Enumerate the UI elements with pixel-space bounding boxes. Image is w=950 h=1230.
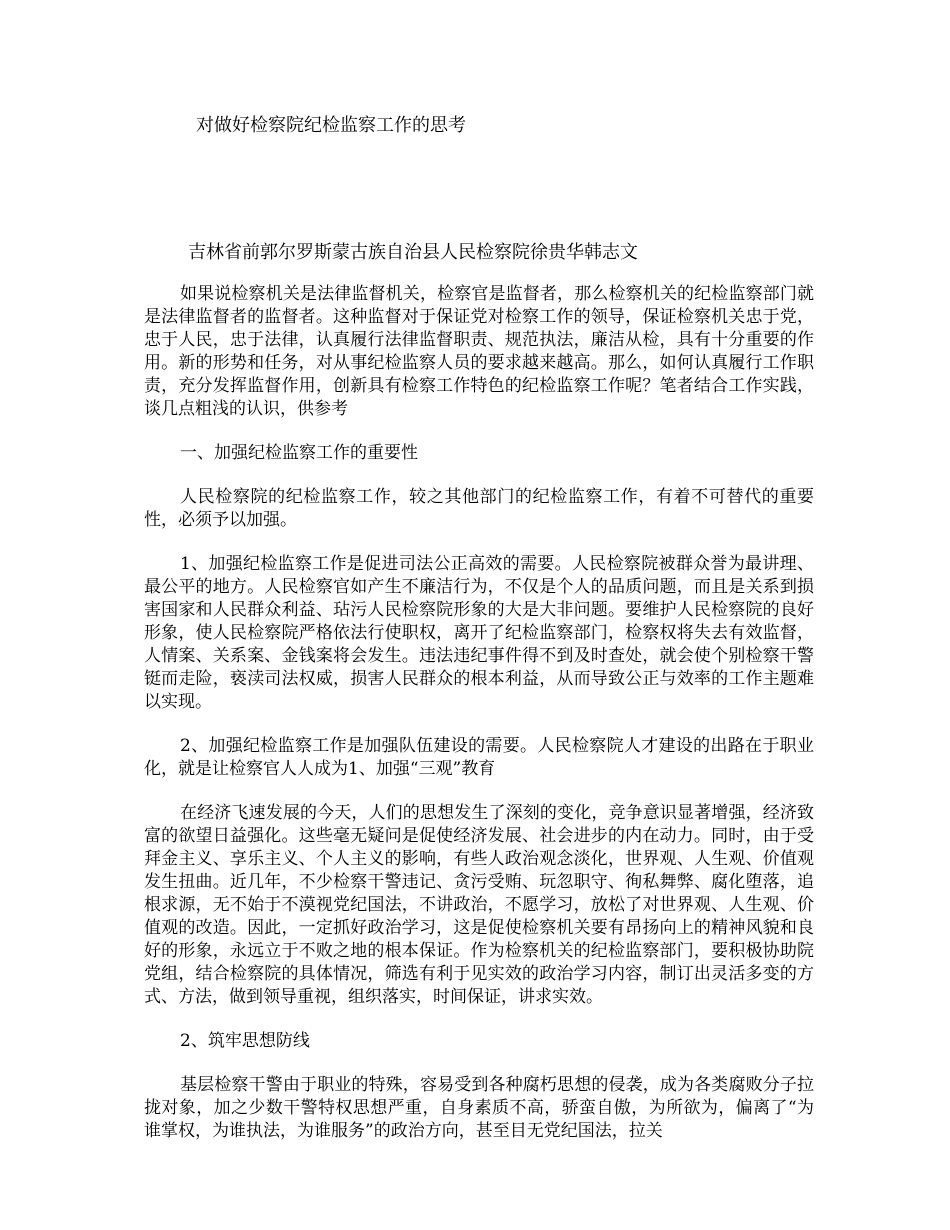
document-body <box>144 283 814 1164</box>
body-paragraph: 1、加强纪检监察工作是促进司法公正高效的需要。人民检察院被群众誉为最讲理、最公平的地方。人民检察官如产生不廉洁行为，不仅是个人的品质问题，而且是关系到损害国家和人民群众利益、玷污人民检察院形象的大是大非问题。要维护人民检察院的良好形象，使人民检察院严格依法行使职权，离开了纪检监察部门，检察权将失去有效监督，人情案、关系案、金钱案将会发生。违法违纪事件得不到及时查处，就会使个别检察干警铤而走险，亵渎司法权威，损害人民群众的根本利益，从而导致公正与效率的工作主题难以实现。 <box>144 554 814 712</box>
author-byline: 吉林省前郭尔罗斯蒙古族自治县人民检察院徐贵华韩志文 <box>188 242 638 263</box>
body-paragraph: 在经济飞速发展的今天，人们的思想发生了深刻的变化，竞争意识显著增强，经济致富的欲望日益强化。这些毫无疑问是促使经济发展、社会进步的内在动力。同时，由于受拜金主义、享乐主义、个人主义的影响，有些人政治观念淡化，世界观、人生观、价值观发生扭曲。近几年，不少检察干警违记、贪污受贿、玩忽职守、徇私舞弊、腐化堕落，追根求源，无不始于不漠视党纪国法，不讲政治，不愿学习，放松了对世界观、人生观、价值观的改造。因此，一定抓好政治学习，这是促使检察机关要有昂扬向上的精神风貌和良好的形象，永远立于不败之地的根本保证。作为检察机关的纪检监察部门，要积极协助院党组，结合检察院的具体情况，筛选有利于见实效的政治学习内容，制订出灵活多变的方式、方法，做到领导重视，组织落实，时间保证，讲求实效。 <box>144 803 814 1007</box>
body-paragraph: 人民检察院的纪检监察工作，较之其他部门的纪检监察工作，有着不可替代的重要性，必须予以加强。 <box>144 487 814 530</box>
body-paragraph: 基层检察干警由于职业的特殊，容易受到各种腐朽思想的侵袭，成为各类腐败分子拉拢对象，加之少数干警特权思想严重，自身素质不高，骄蛮自傲，为所欲为，偏离了“为谁掌权，为谁执法，为谁服务”的政治方向，甚至目无党纪国法，拉关 <box>144 1075 814 1141</box>
section-heading: 一、加强纪检监察工作的重要性 <box>180 443 418 463</box>
intro-paragraph: 如果说检察机关是法律监督机关，检察官是监督者，那么检察机关的纪检监察部门就是法律监督者的监督者。这种监督对于保证党对检察工作的领导，保证检察机关忠于党，忠于人民，忠于法律，认真履行法律监督职责、规范执法，廉洁从检，具有十分重要的作用。新的形势和任务，对从事纪检监察人员的要求越来越高。那么，如何认真履行工作职责，充分发挥监督作用，创新具有检察工作特色的纪检监察工作呢？笔者结合工作实践，谈几点粗浅的认识，供参考 <box>144 284 814 419</box>
body-paragraph: 2、加强纪检监察工作是加强队伍建设的需要。人民检察院人才建设的出路在于职业化，就是让检察官人人成为1、加强“三观”教育 <box>144 736 814 779</box>
document-title: 对做好检察院纪检监察工作的思考 <box>196 115 466 136</box>
subsection-heading: 2、筑牢思想防线 <box>180 1031 310 1051</box>
